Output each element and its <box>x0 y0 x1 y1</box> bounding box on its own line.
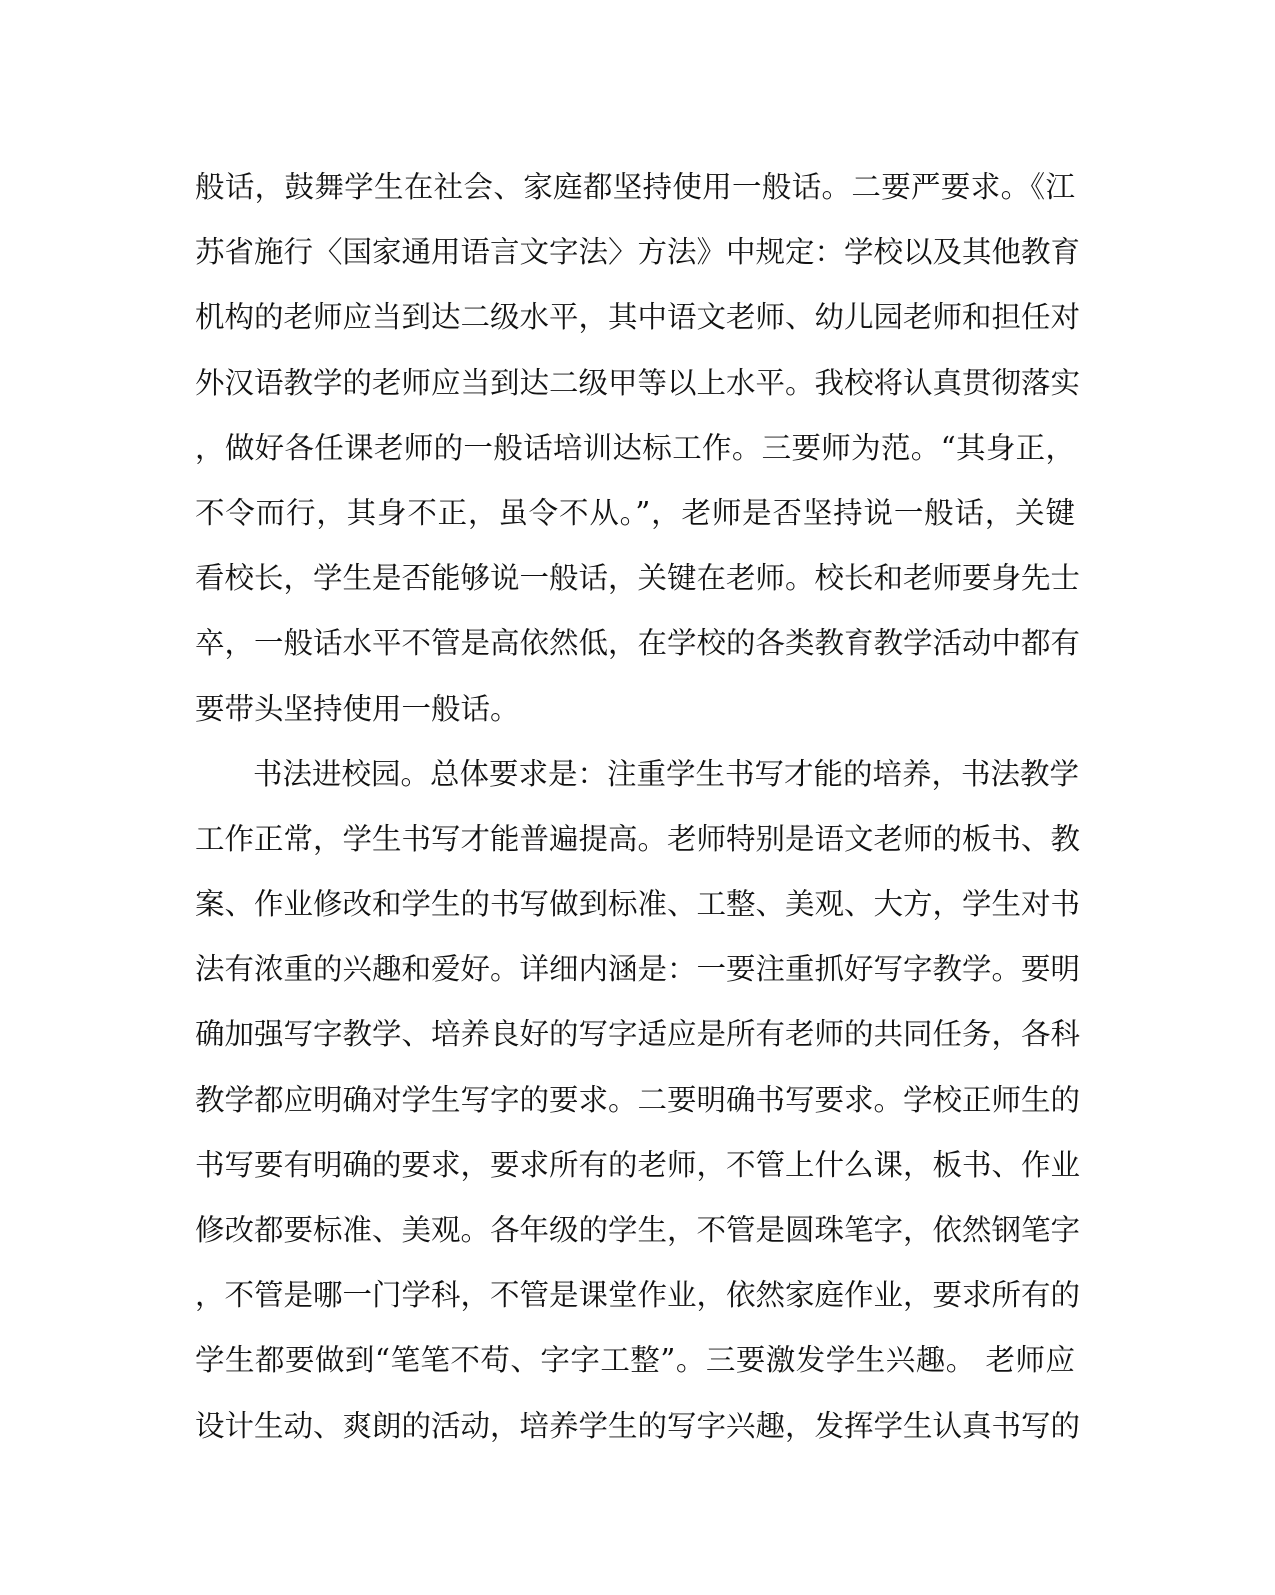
text-line: 学生都要做到“笔笔不苟、字字工整”。三要激发学生兴趣。 老师应 <box>195 1343 1075 1378</box>
text-line: 案、作业修改和学生的书写做到标准、工整、美观、大方，学生对书 <box>195 887 1081 922</box>
text-line: 不令而行，其身不正，虽令不从。”，老师是否坚持说一般话，关键 <box>195 495 1075 530</box>
text-line: 书写要有明确的要求，要求所有的老师，不管上什么课，板书、作业 <box>195 1147 1081 1182</box>
text-line: 看校长，学生是否能够说一般话，关键在老师。校长和老师要身先士 <box>195 561 1081 596</box>
text-line: 法有浓重的兴趣和爱好。详细内涵是：一要注重抓好写字教学。要明 <box>195 952 1081 987</box>
text-line: 教学都应明确对学生写字的要求。二要明确书写要求。学校正师生的 <box>195 1082 1081 1117</box>
text-line: 机构的老师应当到达二级水平，其中语文老师、幼儿园老师和担任对 <box>195 300 1081 335</box>
paragraph-end-line: 要带头坚持使用一般话。 <box>195 691 520 726</box>
body-text <box>195 158 1081 1462</box>
paragraph-start-line: 书法进校园。总体要求是：注重学生书写才能的培养，书法教学 <box>253 756 1080 791</box>
text-line: 般话，鼓舞学生在社会、家庭都坚持使用一般话。二要严要求。《江 <box>195 170 1075 204</box>
text-line: ，不管是哪一门学科，不管是课堂作业，依然家庭作业，要求所有的 <box>195 1278 1081 1313</box>
text-line: 外汉语教学的老师应当到达二级甲等以上水平。我校将认真贯彻落实 <box>195 365 1081 400</box>
text-line: 设计生动、爽朗的活动，培养学生的写字兴趣，发挥学生认真书写的 <box>195 1408 1081 1443</box>
text-line: 工作正常，学生书写才能普遍提高。老师特别是语文老师的板书、教 <box>195 821 1081 856</box>
text-line: 确加强写字教学、培养良好的写字适应是所有老师的共同任务，各科 <box>195 1017 1081 1052</box>
text-line: 卒，一般话水平不管是高依然低，在学校的各类教育教学活动中都有 <box>195 626 1081 661</box>
text-line: 修改都要标准、美观。各年级的学生，不管是圆珠笔字，依然钢笔字 <box>195 1213 1081 1247</box>
text-line: ，做好各任课老师的一般话培训达标工作。三要师为范。“其身正， <box>195 430 1075 465</box>
text-line: 苏省施行〈国家通用语言文字法〉方法》中规定：学校以及其他教育 <box>195 235 1081 270</box>
